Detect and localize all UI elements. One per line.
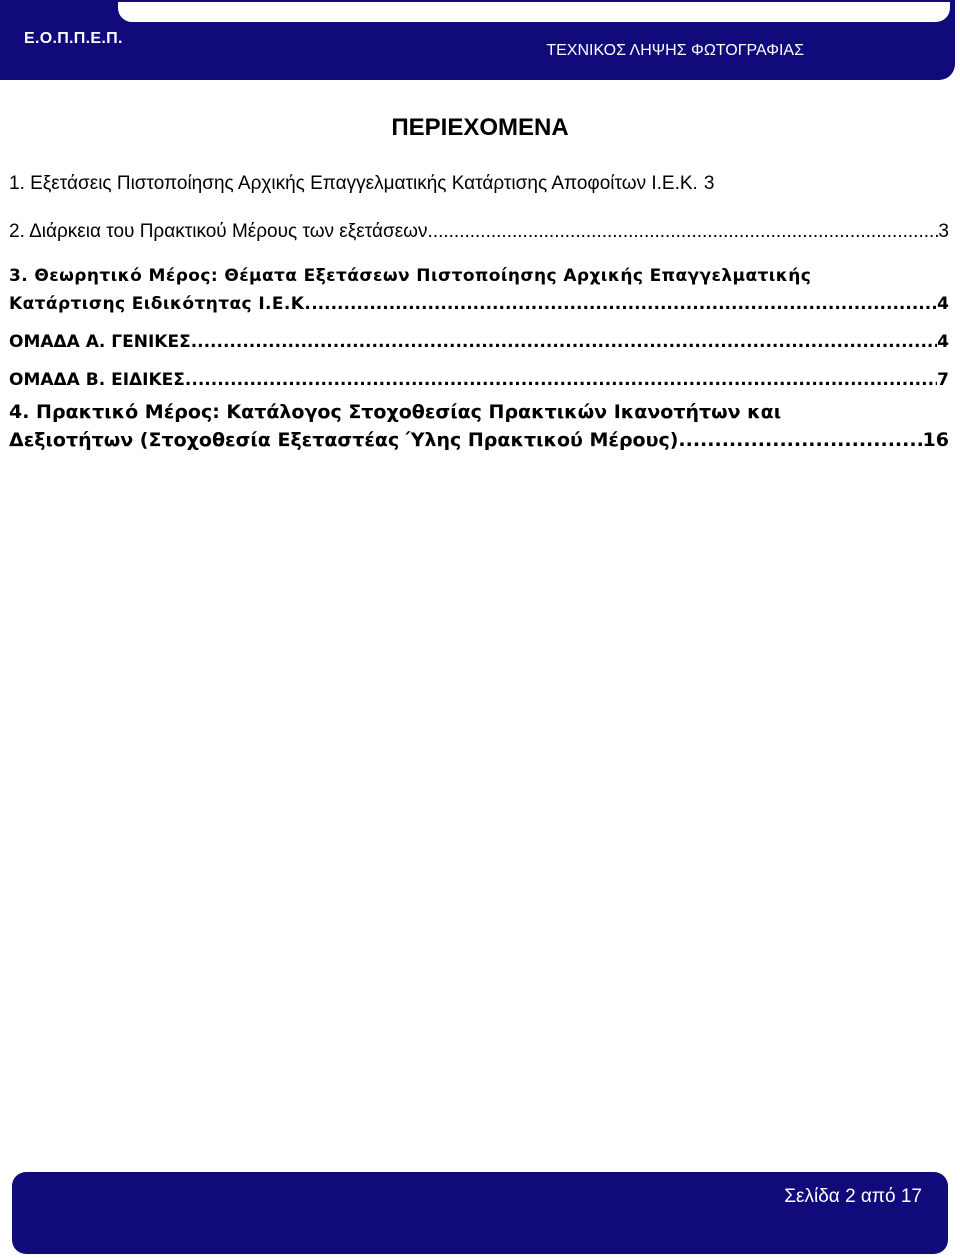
toc-page-number: 3 — [938, 221, 949, 242]
toc-leader-dots — [678, 426, 922, 454]
toc-entry-text-continued: Δεξιοτήτων (Στοχοθεσία Εξεταστέας Ύλης Πρακτικού Μέρους) — [9, 429, 679, 451]
toc-entry[interactable] — [9, 328, 949, 356]
header-divider — [118, 2, 950, 22]
toc-entry-text: ΟΜΑΔΑ Α. ΓΕΝΙΚΕΣ — [9, 332, 191, 352]
toc-entry[interactable] — [9, 398, 949, 454]
toc-entry[interactable] — [9, 366, 949, 394]
toc-entry-text: 1. Εξετάσεις Πιστοποίησης Αρχικής Επαγγελματικής Κατάρτισης Αποφοίτων Ι.Ε.Κ. — [9, 173, 698, 194]
footer-page-bar — [16, 1174, 942, 1244]
toc-page-number: 4 — [937, 294, 949, 314]
toc-page-number: 7 — [937, 370, 949, 390]
page-title: ΠΕΡΙΕΧΟΜΕΝΑ — [391, 114, 569, 141]
toc-page-number: 4 — [937, 332, 949, 352]
toc-entry[interactable] — [9, 262, 949, 318]
document-title: ΤΕΧΝΙΚΟΣ ΛΗΨΗΣ ΦΩΤΟΓΡΑΦΙΑΣ — [546, 42, 804, 59]
toc-leader-dots — [311, 290, 937, 318]
toc-entry-text: 3. Θεωρητικό Μέρος: Θέματα Εξετάσεων Πιστοποίησης Αρχικής Επαγγελματικής — [9, 266, 812, 286]
toc-entry[interactable] — [9, 170, 949, 198]
toc-entry[interactable] — [9, 218, 949, 246]
toc-leader-dots — [191, 328, 937, 356]
toc-entry-text-continued: Κατάρτισης Ειδικότητας Ι.Ε.Κ. — [9, 294, 312, 314]
toc-leader-dots — [185, 366, 937, 394]
toc-entry-text: ΟΜΑΔΑ Β. ΕΙΔΙΚΕΣ — [9, 370, 185, 390]
toc-entry-text: 2. Διάρκεια του Πρακτικού Μέρους των εξετάσεων — [9, 221, 428, 242]
table-of-contents — [9, 170, 949, 451]
page-number-label: Σελίδα 2 από 17 — [784, 1186, 922, 1207]
toc-entry-text: 4. Πρακτικό Μέρος: Κατάλογος Στοχοθεσίας Πρακτικών Ικανοτήτων και — [9, 401, 782, 423]
organization-label: Ε.Ο.Π.Π.Ε.Π. — [24, 30, 123, 47]
toc-leader-dots — [428, 218, 939, 246]
toc-page-number: 3 — [703, 173, 715, 194]
toc-page-number: 16 — [922, 429, 949, 451]
